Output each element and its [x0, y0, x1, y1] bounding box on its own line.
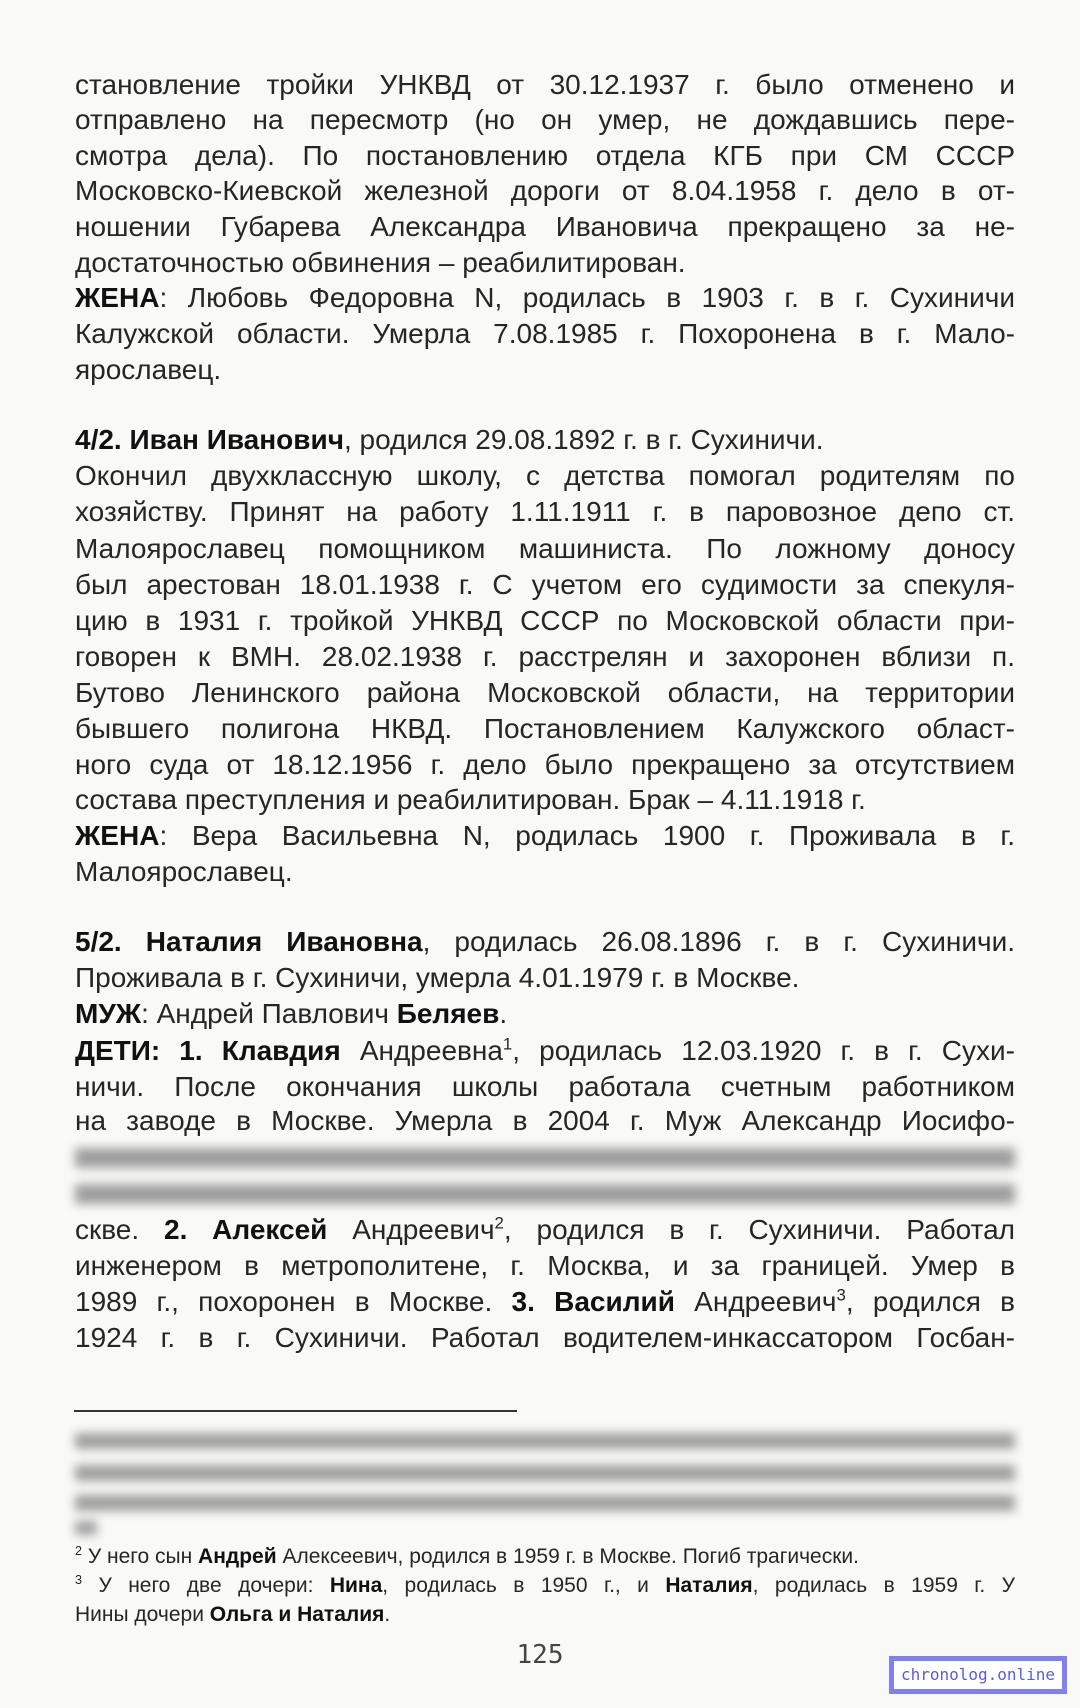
- text-line: [75, 1320, 1015, 1356]
- text-line: [75, 1103, 1015, 1139]
- bold-text: Нина: [329, 1574, 383, 1597]
- text-line: [75, 316, 1015, 352]
- text-run: : Андрей Павлович: [141, 998, 397, 1029]
- text-line: [75, 138, 1015, 174]
- text-run: Московско-Киевской железной дороги от 8.04.1958 г. дело в от-: [75, 175, 1015, 206]
- text-run: достаточностью обвинения – реабилитирован.: [75, 247, 686, 278]
- bold-text: Наталия: [665, 1574, 753, 1597]
- text-line: [75, 782, 1015, 818]
- text-line: [75, 245, 1015, 281]
- text-line: [75, 996, 1015, 1032]
- text-line: [75, 639, 1015, 675]
- text-run: Малоярославец.: [75, 856, 293, 887]
- redacted-footnote-line: [75, 1465, 1015, 1481]
- text-run: Бутово Ленинского района Московской области, на территории: [75, 677, 1015, 708]
- text-line: [75, 67, 1015, 103]
- text-run: .: [499, 998, 508, 1029]
- text-run: , родилась в 1959 г. У: [752, 1574, 1016, 1597]
- text-run: Окончил двухклассную школу, с детства помогал родителям по: [75, 460, 1015, 491]
- text-run: бывшего полигона НКВД. Постановлением Калужского област-: [75, 713, 1015, 744]
- footnote-line: [75, 1572, 1015, 1600]
- text-run: Алексеевич, родился в 1959 г. в Москве. Погиб трагически.: [276, 1545, 859, 1568]
- bold-text: 5/2. Наталия Ивановна: [75, 926, 423, 957]
- bold-text: Андрей: [198, 1545, 277, 1568]
- text-line: [75, 675, 1015, 711]
- redacted-line: [75, 1184, 1015, 1204]
- bold-text: 4/2. Иван Иванович: [75, 424, 344, 455]
- watermark-text: chronolog.online: [894, 1661, 1062, 1689]
- text-run: , родился 29.08.1892 г. в г. Сухиничи.: [343, 424, 824, 455]
- text-run: Проживала в г. Сухиничи, умерла 4.01.1979 г. в Москве.: [75, 962, 800, 993]
- text-run: У него сын: [82, 1545, 199, 1568]
- text-line: [75, 280, 1015, 316]
- text-run: У него две дочери:: [82, 1574, 330, 1597]
- text-line: [75, 102, 1015, 138]
- text-line: [75, 1212, 1015, 1248]
- bold-text: ЖЕНА: [75, 282, 160, 313]
- text-line: [75, 422, 1015, 458]
- text-run: , родилась 12.03.1920 г. в г. Сухи-: [512, 1035, 1015, 1066]
- text-run: ношении Губарева Александра Ивановича прекращено за не-: [75, 211, 1015, 242]
- footnote-line: [75, 1601, 1015, 1629]
- text-line: [75, 173, 1015, 209]
- redacted-line: [75, 1148, 1015, 1168]
- text-line: [75, 1284, 1015, 1320]
- text-line: [75, 209, 1015, 245]
- text-run: ярославец.: [75, 354, 222, 385]
- text-run: .: [384, 1603, 391, 1626]
- text-run: , родилась 26.08.1896 г. в г. Сухиничи.: [422, 926, 1016, 957]
- text-run: , родился в г. Сухиничи. Работал: [503, 1214, 1016, 1245]
- text-line: [75, 531, 1015, 567]
- bold-text: МУЖ: [75, 998, 142, 1029]
- text-run: ного суда от 18.12.1956 г. дело было прекращено за отсутствием: [75, 749, 1015, 780]
- text-line: [75, 567, 1015, 603]
- bold-text: Беляев: [396, 998, 500, 1029]
- text-run: Андреевич: [674, 1286, 837, 1317]
- text-run: смотра дела). По постановлению отдела КГБ при СМ СССР: [75, 140, 1015, 171]
- text-run: на заводе в Москве. Умерла в 2004 г. Муж Александр Иосифо-: [75, 1105, 1015, 1136]
- text-run: инженером в метрополитене, г. Москва, и за границей. Умер в: [75, 1250, 1015, 1281]
- text-run: скве.: [75, 1214, 164, 1245]
- text-run: 1924 г. в г. Сухиничи. Работал водителем-инкассатором Госбан-: [75, 1322, 1015, 1353]
- text-run: : Вера Васильевна N, родилась 1900 г. Проживала в г.: [159, 820, 1015, 851]
- text-line: [75, 458, 1015, 494]
- text-run: состава преступления и реабилитирован. Брак – 4.11.1918 г.: [75, 784, 866, 815]
- text-line: [75, 747, 1015, 783]
- text-line: [75, 1033, 1015, 1069]
- footnote-marker: 1: [502, 1034, 513, 1054]
- text-run: ничи. После окончания школы работала счетным работником: [75, 1071, 1015, 1102]
- footnote-separator: [74, 1410, 517, 1412]
- bold-text: 3. Василий: [511, 1286, 675, 1317]
- text-run: Андреевна: [340, 1035, 503, 1066]
- text-run: отправлено на пересмотр (но он умер, не дождавшись пере-: [75, 104, 1015, 135]
- text-run: говорен к ВМН. 28.02.1938 г. расстрелян и захоронен вблизи п.: [75, 641, 1015, 672]
- redacted-footnote-line: [75, 1433, 1015, 1449]
- footnote-marker: 3: [75, 1573, 83, 1587]
- text-line: [75, 924, 1015, 960]
- page-number: 125: [516, 1640, 564, 1670]
- text-line: [75, 494, 1015, 530]
- text-line: [75, 960, 1015, 996]
- bold-text: ДЕТИ: 1. Клавдия: [75, 1035, 341, 1066]
- text-line: [75, 352, 1015, 388]
- footnote-marker: 3: [836, 1285, 846, 1305]
- watermark-badge[interactable]: [889, 1656, 1067, 1694]
- footnote-marker: 2: [494, 1213, 504, 1233]
- redacted-footnote-line: [75, 1521, 97, 1535]
- text-line: [75, 818, 1015, 854]
- text-run: хозяйству. Принят на работу 1.11.1911 г. в паровозное депо ст.: [75, 496, 1015, 527]
- bold-text: ЖЕНА: [75, 820, 160, 851]
- text-run: , родилась в 1950 г., и: [382, 1574, 666, 1597]
- text-line: [75, 711, 1015, 747]
- text-run: , родился в: [845, 1286, 1016, 1317]
- text-run: Андреевич: [327, 1214, 495, 1245]
- text-run: Нины дочери: [75, 1603, 210, 1626]
- text-run: Малоярославец помощником машиниста. По ложному доносу: [75, 533, 1015, 564]
- text-line: [75, 1069, 1015, 1105]
- redacted-footnote-line: [75, 1495, 1015, 1511]
- text-run: был арестован 18.01.1938 г. С учетом его судимости за спекуля-: [75, 569, 1015, 600]
- text-run: становление тройки УНКВД от 30.12.1937 г. было отменено и: [75, 69, 1015, 100]
- text-line: [75, 603, 1015, 639]
- footnote-line: [75, 1543, 1015, 1571]
- text-run: 1989 г., похоронен в Москве.: [75, 1286, 512, 1317]
- bold-text: 2. Алексей: [164, 1214, 328, 1245]
- text-run: : Любовь Федоровна N, родилась в 1903 г. в г. Сухиничи: [159, 282, 1015, 313]
- text-run: Калужской области. Умерла 7.08.1985 г. Похоронена в г. Мало-: [75, 318, 1015, 349]
- bold-text: Ольга и Наталия: [209, 1603, 385, 1626]
- text-line: [75, 854, 1015, 890]
- text-line: [75, 1248, 1015, 1284]
- footnote-marker: 2: [75, 1544, 83, 1558]
- text-run: цию в 1931 г. тройкой УНКВД СССР по Московской области при-: [75, 605, 1015, 636]
